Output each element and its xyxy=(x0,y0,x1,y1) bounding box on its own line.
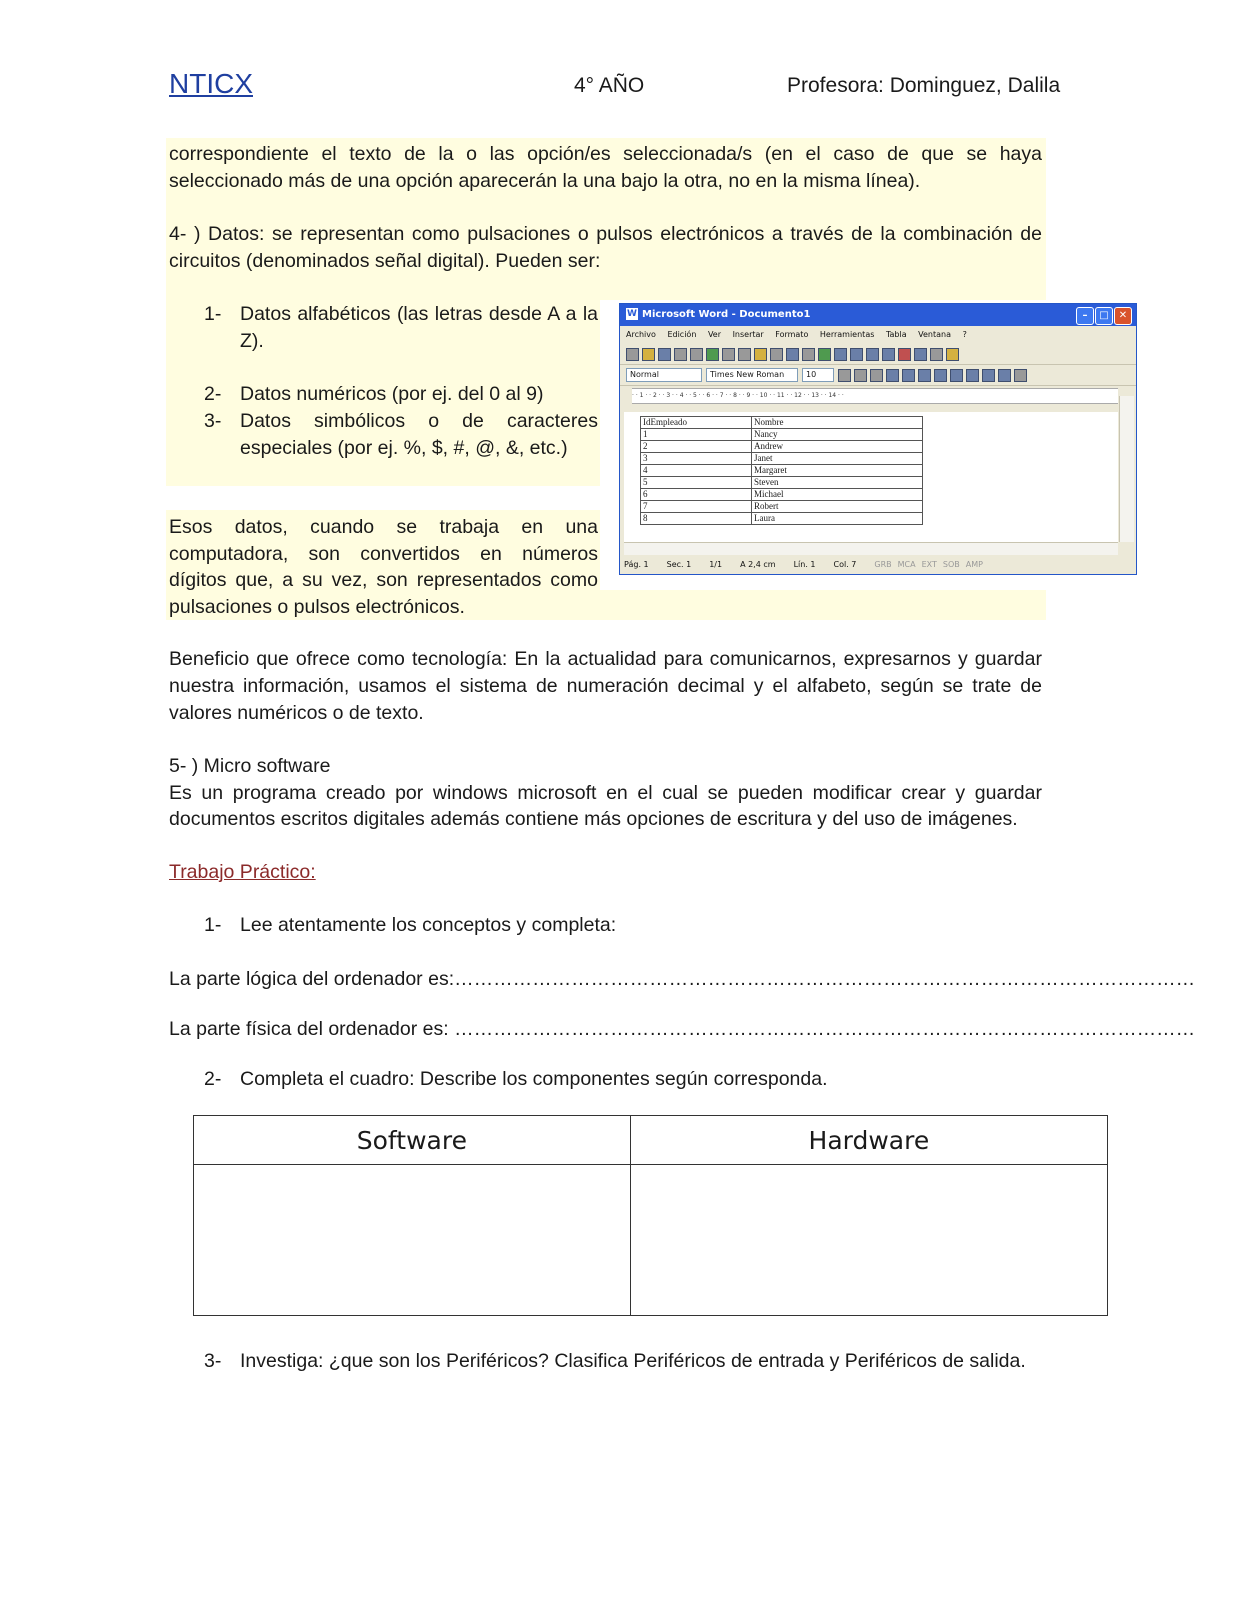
word-window-screenshot xyxy=(619,303,1137,575)
list-item xyxy=(204,301,598,355)
menu-edicion[interactable]: Edición xyxy=(667,330,697,339)
format-toolbar xyxy=(620,365,1136,386)
vertical-scrollbar[interactable] xyxy=(1119,396,1134,542)
section5-line-1: Es un programa creado por windows microsoft en el cual se pueden modificar crear y guardar xyxy=(169,782,1042,804)
status-pages: 1/1 xyxy=(709,560,723,569)
highlight-block-tail xyxy=(600,590,1046,620)
redo-icon[interactable] xyxy=(802,348,815,361)
question-number: 2- xyxy=(204,1068,222,1090)
hyperlink-icon[interactable] xyxy=(818,348,831,361)
table-row: 8 Laura xyxy=(641,513,923,525)
list-text: Datos numéricos (por ej. del 0 al 9) xyxy=(240,383,544,405)
section4-line-1: 4- ) Datos: se representan como pulsaciones o pulsos electrónicos a través de la combinación de xyxy=(169,223,1042,245)
section4-line-2: circuitos (denominados señal digital). Pueden ser: xyxy=(169,250,601,272)
benefit-line-3: valores numéricos o de texto. xyxy=(169,702,424,724)
status-bar xyxy=(624,557,1134,573)
align-center-icon[interactable] xyxy=(902,369,915,382)
status-page: Pág. 1 xyxy=(624,560,649,569)
numbering-icon[interactable] xyxy=(950,369,963,382)
status-mode: SOB xyxy=(942,560,960,569)
ruler[interactable]: · · 1 · · 2 · · 3 · · 4 · · 5 · · 6 · · 7 · · 8 · · 9 · · 10 · · 11 · · 12 · · 13 · · 14 · · xyxy=(632,388,1118,404)
menu-formato[interactable]: Formato xyxy=(775,330,809,339)
menu-help[interactable]: ? xyxy=(962,330,967,339)
word-menu-bar xyxy=(620,326,1136,344)
size-select[interactable]: 10 xyxy=(802,368,834,382)
list-number: 2- xyxy=(204,383,222,405)
conversion-line-1: Esos datos, cuando se trabaja en una xyxy=(169,516,598,538)
question-3 xyxy=(204,1348,1064,1375)
logical-part-fill[interactable]: La parte lógica del ordenador es:…………………………………………………………………………………………………… xyxy=(169,968,1196,990)
menu-ver[interactable]: Ver xyxy=(707,330,722,339)
maximize-icon[interactable]: □ xyxy=(1095,307,1113,325)
question-number: 1- xyxy=(204,914,222,936)
intro-line-1: correspondiente el texto de la o las opción/es seleccionada/s (en el caso de que se haya xyxy=(169,143,1042,165)
benefit-line-2: nuestra información, usamos el sistema de numeración decimal y el alfabeto, según se trate de xyxy=(169,675,1042,697)
list-item xyxy=(204,381,598,408)
italic-icon[interactable] xyxy=(854,369,867,382)
conversion-line-3: dígitos que, a su vez, son representados como xyxy=(169,569,598,591)
hardware-header: Hardware xyxy=(630,1116,1107,1165)
course-year: 4° AÑO xyxy=(574,74,645,97)
table-row: 6 Michael xyxy=(641,489,923,501)
columns-icon[interactable] xyxy=(882,348,895,361)
list-item xyxy=(204,408,598,462)
menu-archivo[interactable]: Archivo xyxy=(626,330,656,339)
menu-insertar[interactable]: Insertar xyxy=(732,330,764,339)
list-text: Datos simbólicos o de caracteres xyxy=(240,410,598,432)
conversion-line-4: pulsaciones o pulsos electrónicos. xyxy=(169,596,465,618)
conversion-line-2: computadora, son convertidos en números xyxy=(169,543,598,565)
list-number: 1- xyxy=(204,303,222,325)
table-row: 4 Margaret xyxy=(641,465,923,477)
section5-title: 5- ) Micro software xyxy=(169,755,331,777)
intro-line-2: seleccionado más de una opción aparecerán la una bajo la otra, no en la misma línea). xyxy=(169,170,921,192)
physical-part-fill[interactable]: La parte física del ordenador es: …………………………………………………………………………………………………… xyxy=(169,1018,1196,1040)
spellcheck-icon[interactable] xyxy=(706,348,719,361)
minimize-icon[interactable]: – xyxy=(1076,307,1094,325)
question-number: 3- xyxy=(204,1350,222,1372)
menu-ventana[interactable]: Ventana xyxy=(918,330,952,339)
status-mode: GRB xyxy=(874,560,892,569)
help-icon[interactable] xyxy=(946,348,959,361)
hardware-cell[interactable] xyxy=(630,1165,1107,1316)
status-position: A 2,4 cm xyxy=(740,560,776,569)
table-row: 1 Nancy xyxy=(641,429,923,441)
horizontal-scrollbar[interactable] xyxy=(624,542,1118,555)
status-section: Sec. 1 xyxy=(666,560,692,569)
question-text: Investiga: ¿que son los Periféricos? Clasifica Periféricos de entrada y Periféricos de salida. xyxy=(240,1350,1026,1372)
copy-icon[interactable] xyxy=(738,348,751,361)
table-row: 5 Steven xyxy=(641,477,923,489)
question-text: Completa el cuadro: Describe los componentes según corresponda. xyxy=(240,1068,828,1090)
question-text: Lee atentamente los conceptos y completa: xyxy=(240,914,617,936)
benefit-line-1: Beneficio que ofrece como tecnología: En la actualidad para comunicarnos, expresarnos y guardar xyxy=(169,648,1042,670)
status-column: Col. 7 xyxy=(833,560,857,569)
increase-indent-icon[interactable] xyxy=(998,369,1011,382)
status-mode: EXT xyxy=(921,560,937,569)
new-doc-icon[interactable] xyxy=(626,348,639,361)
logo-link[interactable]: NTICX xyxy=(169,68,253,99)
question-1 xyxy=(204,912,1004,939)
question-2 xyxy=(204,1066,1004,1093)
menu-herramientas[interactable]: Herramientas xyxy=(819,330,875,339)
document-area[interactable] xyxy=(624,412,1118,542)
teacher-name: Profesora: Dominguez, Dalila xyxy=(787,74,1061,97)
table-row: IdEmpleado Nombre xyxy=(641,417,923,429)
table-row: 2 Andrew xyxy=(641,441,923,453)
underline-icon[interactable] xyxy=(870,369,883,382)
software-header: Software xyxy=(194,1116,631,1165)
standard-toolbar xyxy=(620,344,1136,365)
document-map-icon[interactable] xyxy=(914,348,927,361)
list-text: Datos alfabéticos (las letras desde A a la xyxy=(240,303,598,325)
decrease-indent-icon[interactable] xyxy=(982,369,995,382)
style-select[interactable]: Normal xyxy=(626,368,702,382)
word-table xyxy=(640,416,923,525)
status-mode: MCA xyxy=(897,560,916,569)
list-number: 3- xyxy=(204,410,222,432)
preview-icon[interactable] xyxy=(690,348,703,361)
word-title-bar xyxy=(620,304,1136,326)
word-title: Microsoft Word - Documento1 xyxy=(642,309,811,320)
format-painter-icon[interactable] xyxy=(770,348,783,361)
practical-title[interactable]: Trabajo Práctico: xyxy=(169,861,316,883)
align-right-icon[interactable] xyxy=(918,369,931,382)
status-mode: AMP xyxy=(965,560,983,569)
justify-icon[interactable] xyxy=(934,369,947,382)
insert-table-icon[interactable] xyxy=(850,348,863,361)
software-cell[interactable] xyxy=(194,1165,631,1316)
table-row: 3 Janet xyxy=(641,453,923,465)
table-row: 7 Robert xyxy=(641,501,923,513)
open-icon[interactable] xyxy=(642,348,655,361)
cut-icon[interactable] xyxy=(722,348,735,361)
bullets-icon[interactable] xyxy=(966,369,979,382)
word-logo-icon: W xyxy=(627,309,637,319)
save-icon[interactable] xyxy=(658,348,671,361)
bold-icon[interactable] xyxy=(838,369,851,382)
close-icon[interactable]: ✕ xyxy=(1114,307,1132,325)
paste-icon[interactable] xyxy=(754,348,767,361)
list-text: especiales (por ej. %, $, #, @, &, etc.) xyxy=(240,437,568,459)
align-left-icon[interactable] xyxy=(886,369,899,382)
list-text: Z). xyxy=(240,330,264,352)
software-hardware-table xyxy=(193,1115,1108,1316)
show-hide-icon[interactable] xyxy=(930,348,943,361)
drawing-icon[interactable] xyxy=(898,348,911,361)
section5-line-2: documentos escritos digitales además contiene más opciones de escritura y del uso de imágenes. xyxy=(169,808,1018,830)
print-icon[interactable] xyxy=(674,348,687,361)
menu-tabla[interactable]: Tabla xyxy=(885,330,907,339)
font-select[interactable]: Times New Roman xyxy=(706,368,798,382)
tables-borders-icon[interactable] xyxy=(834,348,847,361)
borders-icon[interactable] xyxy=(1014,369,1027,382)
undo-icon[interactable] xyxy=(786,348,799,361)
insert-excel-icon[interactable] xyxy=(866,348,879,361)
status-line: Lín. 1 xyxy=(793,560,816,569)
